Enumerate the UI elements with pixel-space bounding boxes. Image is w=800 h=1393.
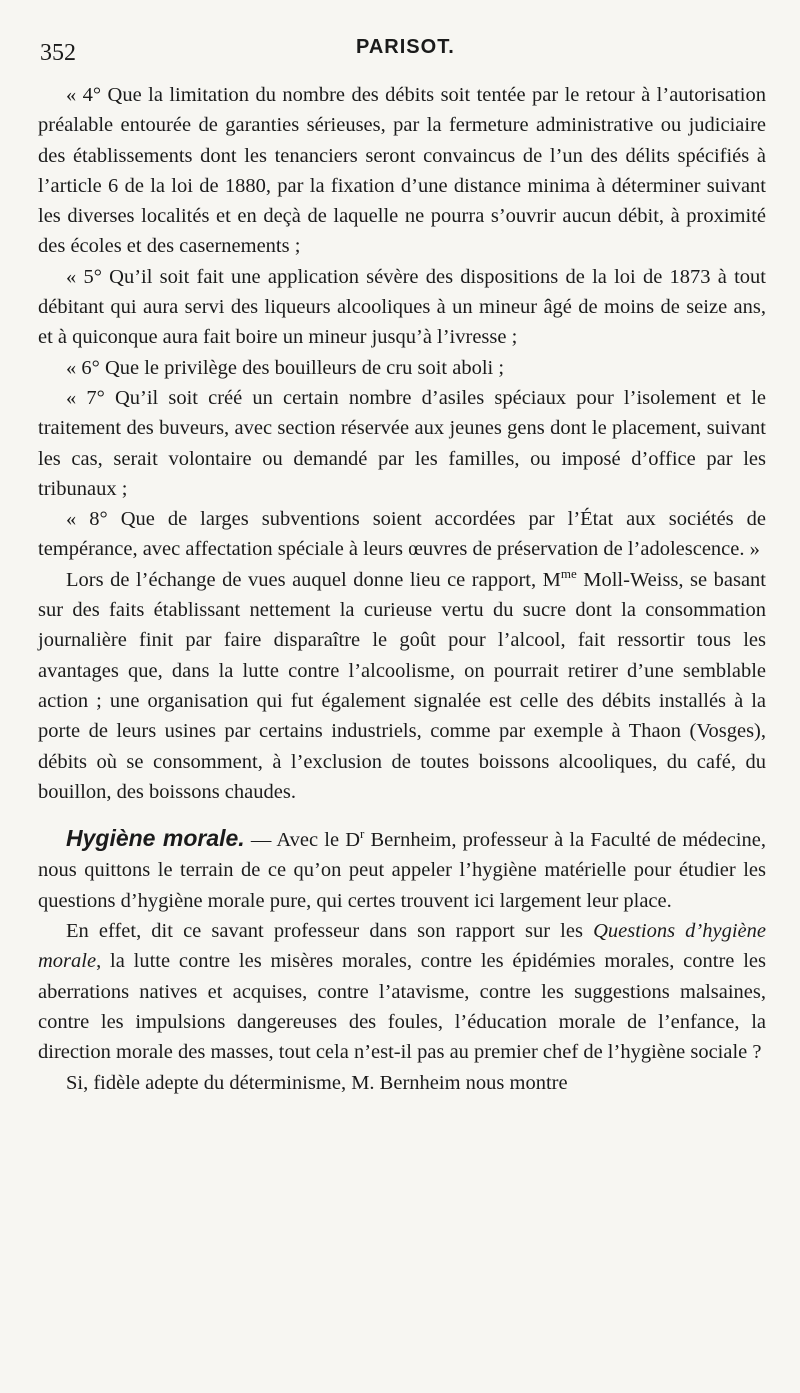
paragraph-item-4: « 4° Que la limitation du nombre des débits soit tentée par le retour à l’autorisation préalable entourée de garanties sérieuses, par la fermeture administrative ou judiciaire des établissements dont les tenanciers seront convaincus de l’un des délits spécifiés à l’article 6 de la loi de 1880, par la fixation d’une distance minima à déterminer suivant les diverses localités et en deçà de laquelle ne pourra s’ouvrir aucun débit, à proximité des écoles et des casernements ; — [38, 84, 766, 258]
page-header — [36, 30, 766, 70]
paragraph-item-8: « 8° Que de larges subventions soient accordées par l’État aux sociétés de tempérance, avec affectation spéciale à leurs œuvres de préservation de l’adolescence. » — [38, 508, 766, 561]
report-title: Questions d’hygiène morale — [38, 920, 766, 973]
running-head: PARISOT. — [356, 36, 455, 58]
title-superscript: me — [560, 565, 577, 581]
hygiene-intro: — Avec le D — [244, 829, 361, 852]
effet-intro: En effet, dit ce savant professeur dans son rapport sur les — [66, 920, 594, 943]
moll-weiss-intro: Lors de l’échange de vues auquel donne lieu ce rapport, M — [66, 568, 561, 591]
effet-body: , la lutte contre les misères morales, contre les épidémies morales, contre les aberrations natives et acquises, contre l’atavisme, contre les suggestions malsaines, contre les impulsions dangereuses des foules, l’éducation morale de l’enfance, la direction morale des masses, tout cela n’est-il pas au premier chef de l’hygiène sociale ? — [38, 950, 766, 1064]
hygiene-body: Bernheim, professeur à la Faculté de médecine, nous quittons le terrain de ce qu’on peut appeler l’hygiène matérielle pour étudier les questions d’hygiène morale pure, qui certes trouvent ici largement leur place. — [38, 829, 766, 912]
paragraph-moll-weiss — [38, 565, 766, 807]
paragraph-item-6: « 6° Que le privilège des bouilleurs de cru soit aboli ; — [66, 356, 505, 379]
paragraph-item-7: « 7° Qu’il soit créé un certain nombre d’asiles spéciaux pour l’isolement et le traitement des buveurs, avec section réservée aux jeunes gens dont le placement, suivant les cas, serait volontaire ou demandé par les familles, ou imposé d’office par les tribunaux ; — [38, 386, 766, 500]
section-title: Hygiène morale. — [66, 825, 245, 852]
doctor-superscript: r — [360, 826, 365, 842]
paragraph-hygiene-morale — [38, 823, 766, 916]
paragraph-last-line: Si, fidèle adepte du déterminisme, M. Bernheim nous montre — [66, 1071, 568, 1094]
moll-weiss-body: Moll-Weiss, se basant sur des faits établissant nettement la curieuse vertu du sucre dont la consommation journalière finit par faire disparaître le goût pour l’alcool, fait ressortir tous les avantages que, dans la lutte contre l’alcoolisme, on pourrait retirer d’une semblable action ; une organisation qui fut également signalée est celle des débits installés à la porte de leurs usines par certains industriels, comme par exemple à Thaon (Vosges), débits où se consomment, à l’exclusion de toutes boissons alcooliques, du café, du bouillon, des boissons chaudes. — [38, 568, 767, 803]
body-text — [38, 80, 766, 1098]
paragraph-item-5: « 5° Qu’il soit fait une application sévère des dispositions de la loi de 1873 à tout débitant qui aura servi des liqueurs alcooliques à un mineur âgé de moins de seize ans, et à quiconque aura fait boire un mineur jusqu’à l’ivresse ; — [38, 265, 766, 349]
page-number: 352 — [40, 40, 76, 66]
paragraph-en-effet — [38, 916, 766, 1067]
